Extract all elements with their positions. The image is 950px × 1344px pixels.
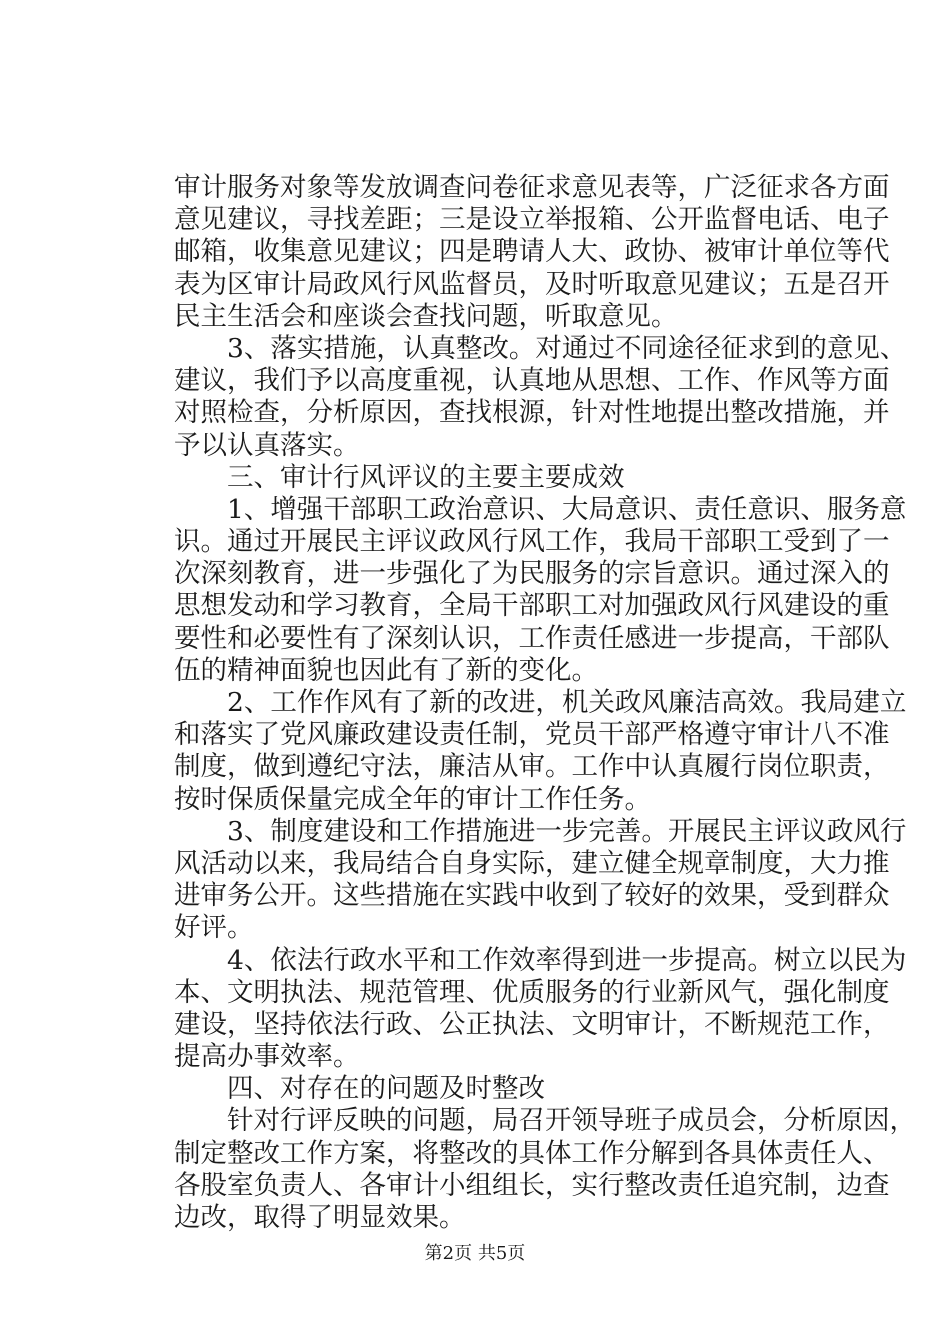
text-line: 建议，我们予以高度重视，认真地从思想、工作、作风等方面 [174, 365, 890, 397]
text-line: 次深刻教育，进一步强化了为民服务的宗旨意识。通过深入的 [174, 558, 890, 590]
text-line: 三、审计行风评议的主要主要成效 [174, 461, 625, 493]
text-line: 和落实了党风廉政建设责任制，党员干部严格遵守审计八不准 [174, 719, 890, 751]
text-line: 制度，做到遵纪守法，廉洁从审。工作中认真履行岗位职责， [174, 751, 890, 783]
document-body [174, 172, 916, 1234]
text-line: 识。通过开展民主评议政风行风工作，我局干部职工受到了一 [174, 526, 890, 558]
text-line: 要性和必要性有了深刻认识，工作责任感进一步提高，干部队 [174, 622, 890, 654]
text-line: 制定整改工作方案，将整改的具体工作分解到各具体责任人、 [174, 1137, 890, 1169]
text-line: 予以认真落实。 [174, 429, 360, 461]
text-line: 各股室负责人、各审计小组组长，实行整改责任追究制，边查 [174, 1169, 890, 1201]
text-line: 对照检查，分析原因，查找根源，针对性地提出整改措施，并 [174, 397, 890, 429]
text-line: 1、增强干部职工政治意识、大局意识、责任意识、服务意 [174, 493, 907, 525]
text-line: 民主生活会和座谈会查找问题，听取意见。 [174, 300, 678, 332]
text-line: 好评。 [174, 912, 254, 944]
text-line: 边改，取得了明显效果。 [174, 1202, 466, 1233]
text-line: 按时保质保量完成全年的审计工作任务。 [174, 783, 651, 815]
text-line: 2、工作作风有了新的改进，机关政风廉洁高效。我局建立 [174, 687, 907, 718]
text-line: 思想发动和学习教育，全局干部职工对加强政风行风建设的重 [174, 590, 890, 622]
text-line: 风活动以来，我局结合自身实际，建立健全规章制度，大力推 [174, 847, 890, 879]
text-line: 建设，坚持依法行政、公正执法、文明审计，不断规范工作， [174, 1008, 890, 1040]
text-line: 针对行评反映的问题，局召开领导班子成员会，分析原因， [174, 1105, 916, 1137]
text-line: 伍的精神面貌也因此有了新的变化。 [174, 654, 598, 686]
text-line: 提高办事效率。 [174, 1041, 360, 1073]
text-line: 进审务公开。这些措施在实践中收到了较好的效果，受到群众 [174, 880, 890, 912]
text-line: 意见建议，寻找差距；三是设立举报箱、公开监督电话、电子 [174, 204, 890, 236]
text-line: 3、制度建设和工作措施进一步完善。开展民主评议政风行 [174, 815, 907, 847]
text-line: 四、对存在的问题及时整改 [174, 1073, 545, 1105]
text-line: 审计服务对象等发放调查问卷征求意见表等，广泛征求各方面 [174, 172, 890, 203]
text-line: 本、文明执法、规范管理、优质服务的行业新风气，强化制度 [174, 976, 890, 1008]
page-footer: 第2页 共5页 [424, 1243, 526, 1264]
text-line: 3、落实措施，认真整改。对通过不同途径征求到的意见、 [174, 332, 907, 364]
text-line: 邮箱，收集意见建议；四是聘请人大、政协、被审计单位等代 [174, 236, 890, 268]
text-line: 4、依法行政水平和工作效率得到进一步提高。树立以民为 [174, 944, 907, 976]
text-line: 表为区审计局政风行风监督员，及时听取意见建议；五是召开 [174, 268, 890, 300]
